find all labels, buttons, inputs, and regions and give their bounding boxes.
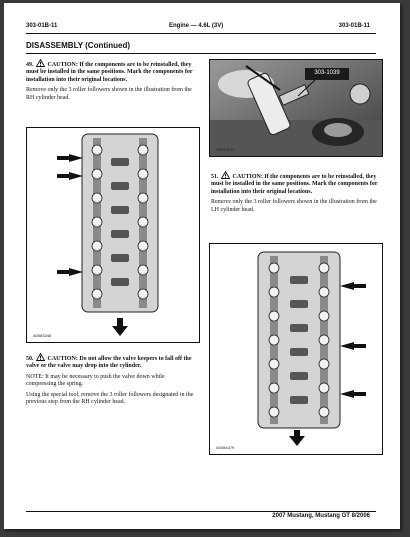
tool-photo-figure-id: N0010211	[216, 147, 235, 152]
step-49-text: Remove only the 3 roller followers shown in the illustration from the RH cylinder head.	[26, 87, 192, 101]
step-50-text: Using the special tool, remove the 3 roller followers designated in the previous step from the RH cylinder head.	[26, 391, 194, 406]
rh-cylinder-head-figure	[26, 127, 200, 343]
manual-page	[4, 3, 400, 529]
section-rule	[26, 53, 376, 54]
step-51-number: 51.	[211, 174, 219, 180]
step-51-caution: CAUTION: If the components are to be reinstalled, they must be installed in the same positions. Mark the components for installation into their original locations.	[211, 174, 378, 195]
header-section-code-right: 303-01B-11	[338, 23, 370, 29]
warning-triangle-icon	[36, 59, 45, 67]
lh-cylinder-head-illustration	[210, 244, 382, 454]
step-50-number: 50.	[26, 356, 34, 362]
header-title: Engine — 4.6L (3V)	[169, 23, 224, 29]
tool-photo-figure	[209, 59, 383, 157]
step-49	[26, 59, 196, 105]
step-50	[26, 353, 196, 409]
footer-text: 2007 Mustang, Mustang GT 8/2006	[272, 513, 370, 519]
tool-label: 303-1039	[314, 70, 340, 76]
step-51	[211, 171, 381, 217]
rh-cylinder-head-figure-id: A0083248	[33, 333, 52, 338]
tool-photo-illustration	[210, 60, 382, 156]
step-50-note: NOTE: It may be necessary to push the valve down while compressing the spring.	[26, 373, 165, 388]
footer-rule	[26, 511, 376, 512]
step-49-number: 49.	[26, 62, 34, 68]
header-rule	[26, 33, 376, 34]
header-section-code-left: 303-01B-11	[26, 23, 58, 29]
step-51-text: Remove only the 3 roller followers shown in the illustration from the LH cylinder head.	[211, 199, 377, 213]
warning-triangle-icon	[221, 171, 230, 179]
warning-triangle-icon	[36, 353, 45, 361]
step-49-caution: CAUTION: If the components are to be reinstalled, they must be installed in the same positions. Mark the components for installation into their original locations.	[26, 62, 193, 83]
rh-cylinder-head-illustration	[27, 128, 199, 342]
step-50-caution: CAUTION: Do not allow the valve keepers to fall off the valve or the valve may drop into the cylinder.	[26, 356, 192, 370]
lh-cylinder-head-figure-id: A0084479	[216, 445, 235, 450]
section-title: DISASSEMBLY (Continued)	[26, 41, 131, 50]
lh-cylinder-head-figure	[209, 243, 383, 455]
